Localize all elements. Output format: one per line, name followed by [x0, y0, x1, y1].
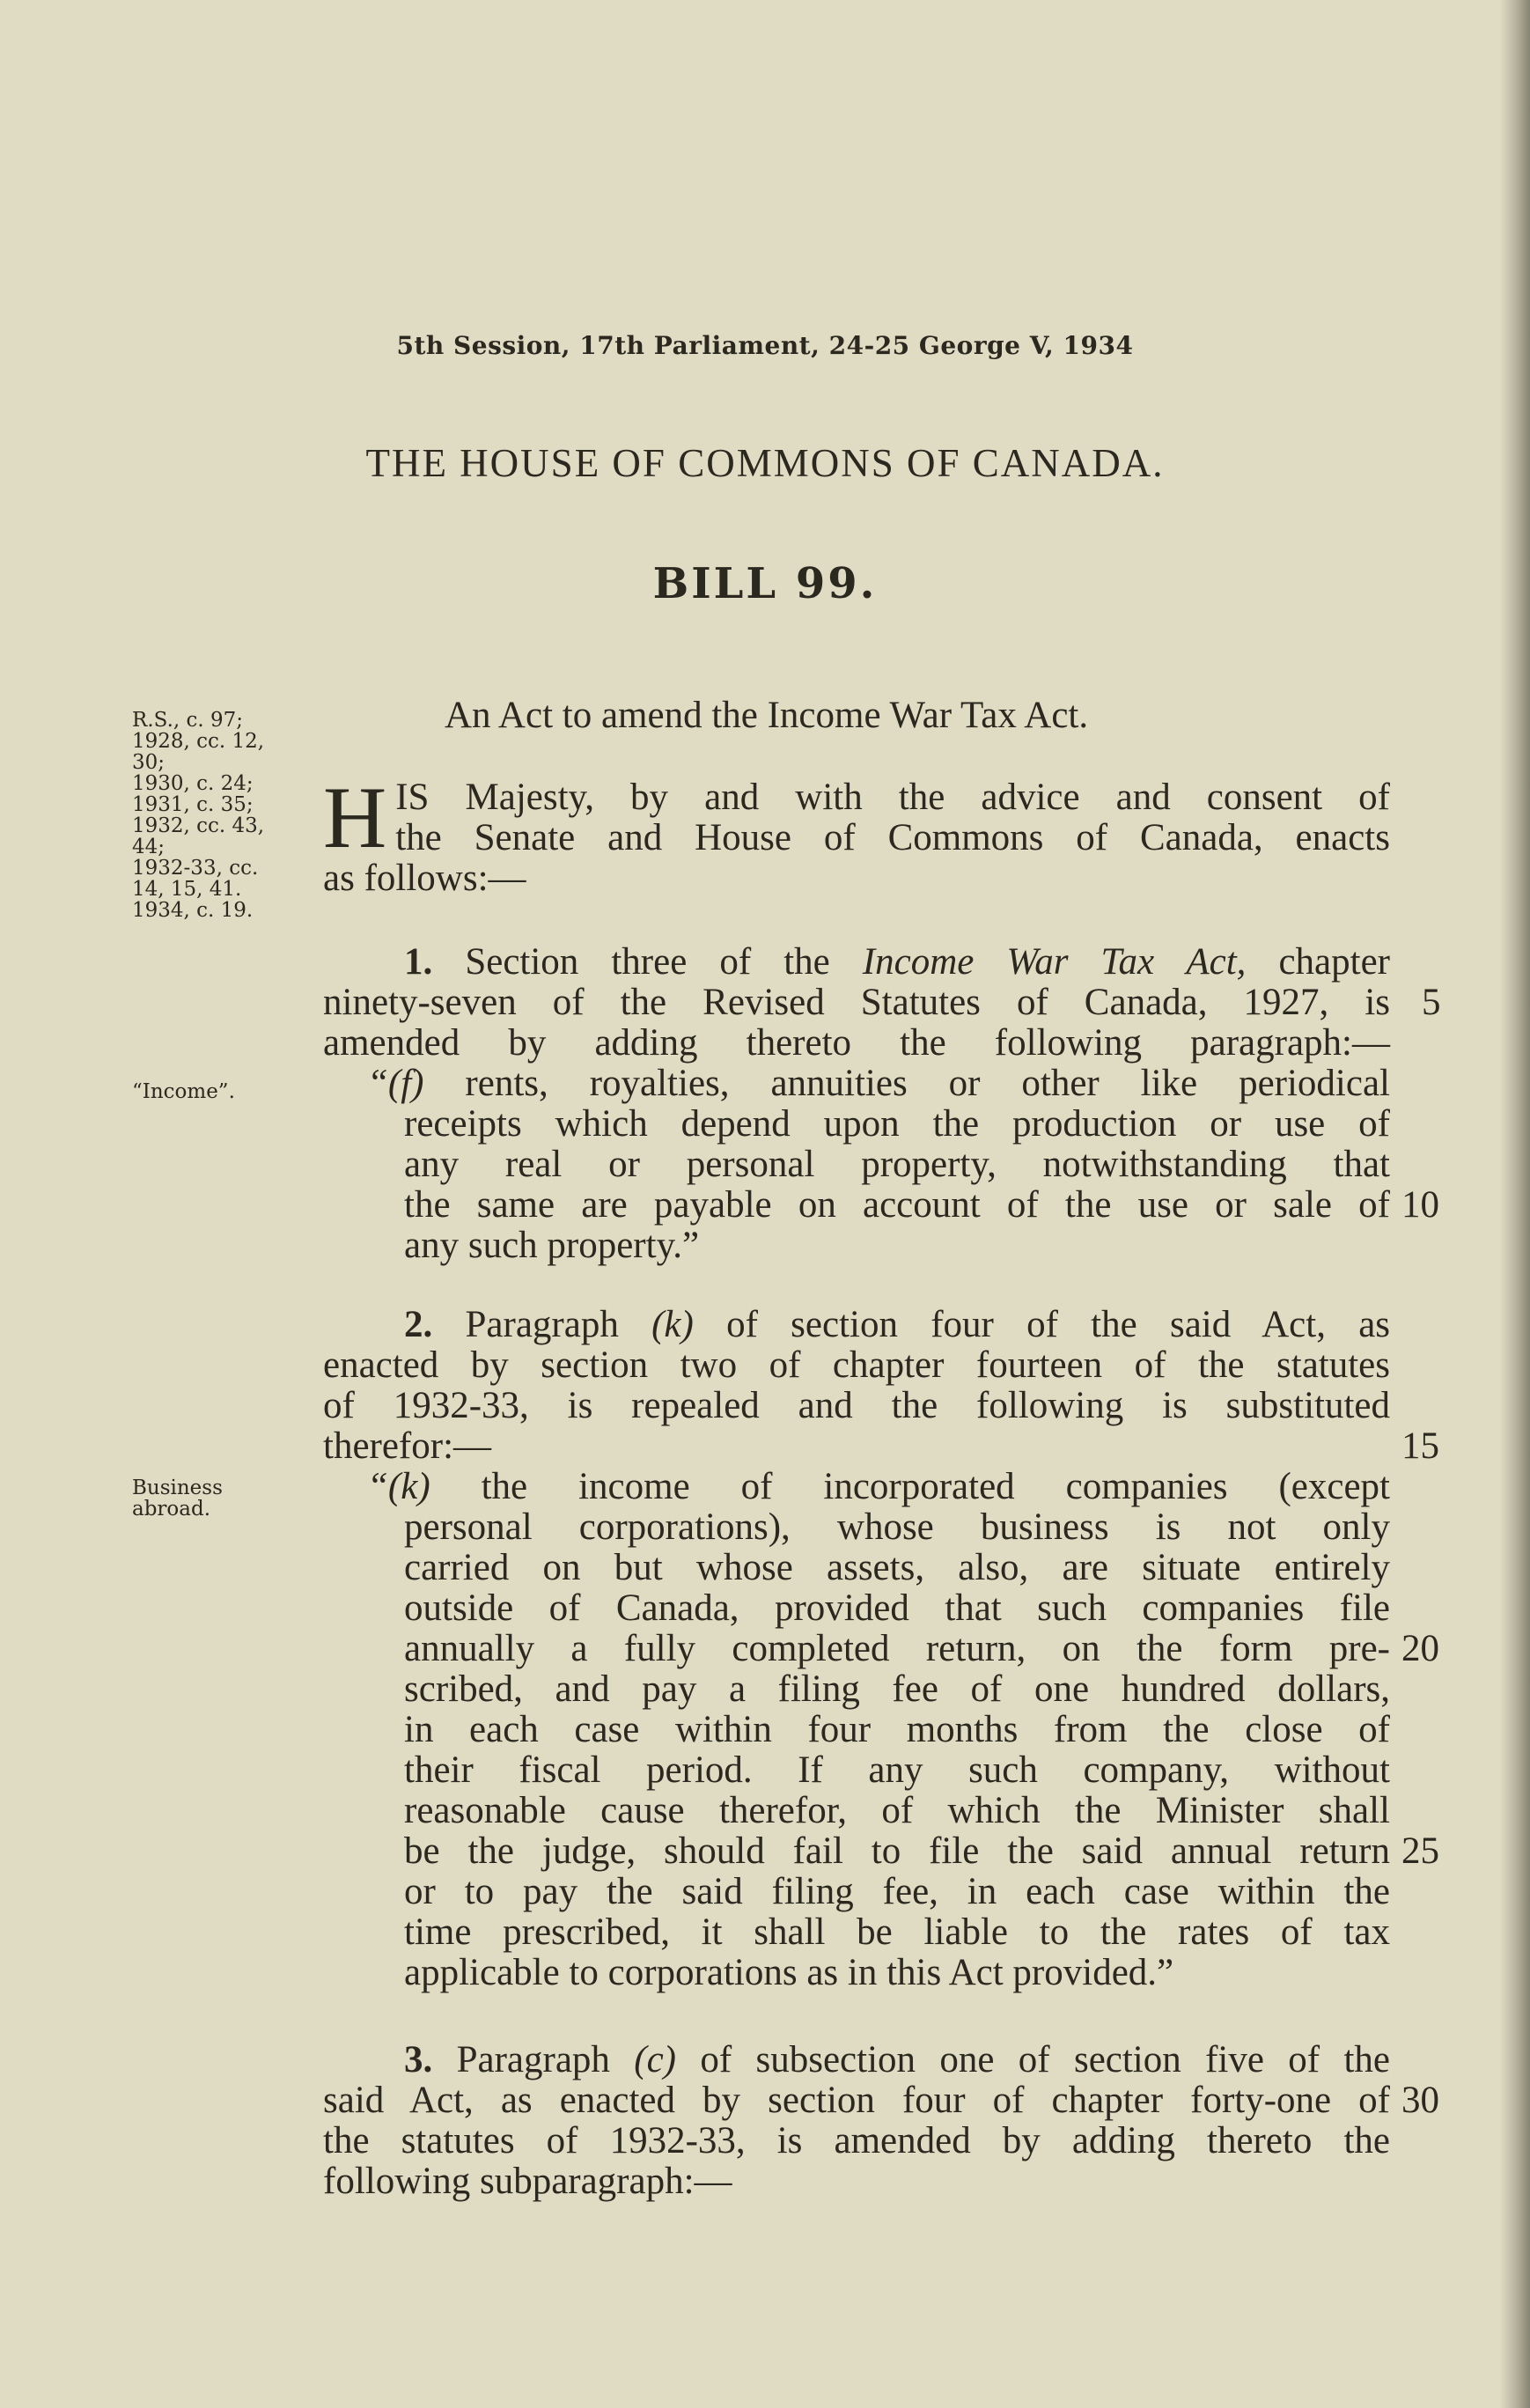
line-number: 5	[1422, 982, 1441, 1023]
margin-note-income: “Income”.	[132, 1080, 235, 1103]
bill-number: BILL 99.	[652, 559, 878, 608]
margin-note-business-abroad: Business abroad.	[132, 1476, 223, 1521]
section-1: 1. Section three of the Income War Tax Act, chapter ninety-seven of the Revised Statutes of Canada, 1927, is amended by adding thereto the following paragraph:— “(f) rents, royalties, annuities or other like periodical receipts which depend upon the production or use of any real or personal property, notwithstanding that the same are payable on account of the use or sale of any such property.”	[323, 941, 1390, 1266]
section-number: 1.	[404, 941, 433, 983]
section-number: 2.	[404, 1304, 433, 1345]
section-number: 3.	[404, 2039, 433, 2080]
margin-citations: R.S., c. 97; 1928, cc. 12, 30; 1930, c. 24; 1931, c. 35; 1932, cc. 43, 44; 1932-33, cc. 14, 15, 41. 1934, c. 19.	[132, 709, 265, 922]
page-edge-shadow	[1500, 0, 1530, 2408]
drop-capital: H	[323, 769, 387, 866]
session-heading: 5th Session, 17th Parliament, 24-25 George V, 1934	[396, 331, 1134, 360]
act-title: An Act to amend the Income War Tax Act.	[445, 695, 1089, 736]
house-heading: THE HOUSE OF COMMONS OF CANADA.	[365, 441, 1165, 485]
line-number: 15	[1401, 1425, 1439, 1467]
section-2: 2. Paragraph (k) of section four of the said Act, as enacted by section two of chapter fourteen of the statutes of 1932-33, is repealed and the following is substituted therefor:— “(k) the income of incorporated companies (except personal corporations), whose business is not only carried on but whose assets, also, are situate entirely outside of Canada, provided that such companies file annually a fully completed return, on the form pre- scribed, and pay a filing fee of one hundred dollars, in each case within four months from the close of their fiscal period. If any such company, without reasonable cause therefor, of which the Minister shall be the judge, should fail to file the said annual return or to pay the said filing fee, in each case within the time prescribed, it shall be liable to the rates of tax applicable to corporations as in this Act provided.”	[323, 1304, 1391, 1993]
section-3: 3. Paragraph (c) of subsection one of section five of the said Act, as enacted by section four of chapter forty-one of the statutes of 1932-33, is amended by adding thereto the following subparagraph:—	[323, 2039, 1390, 2202]
line-number: 20	[1401, 1628, 1439, 1669]
line-number: 10	[1401, 1184, 1439, 1226]
line-number: 30	[1401, 2080, 1439, 2121]
enacting-clause: H IS Majesty, by and with the advice and consent of the Senate and House of Commons of Canada, enacts as follows:—	[323, 769, 1390, 899]
line-number: 25	[1401, 1830, 1439, 1872]
